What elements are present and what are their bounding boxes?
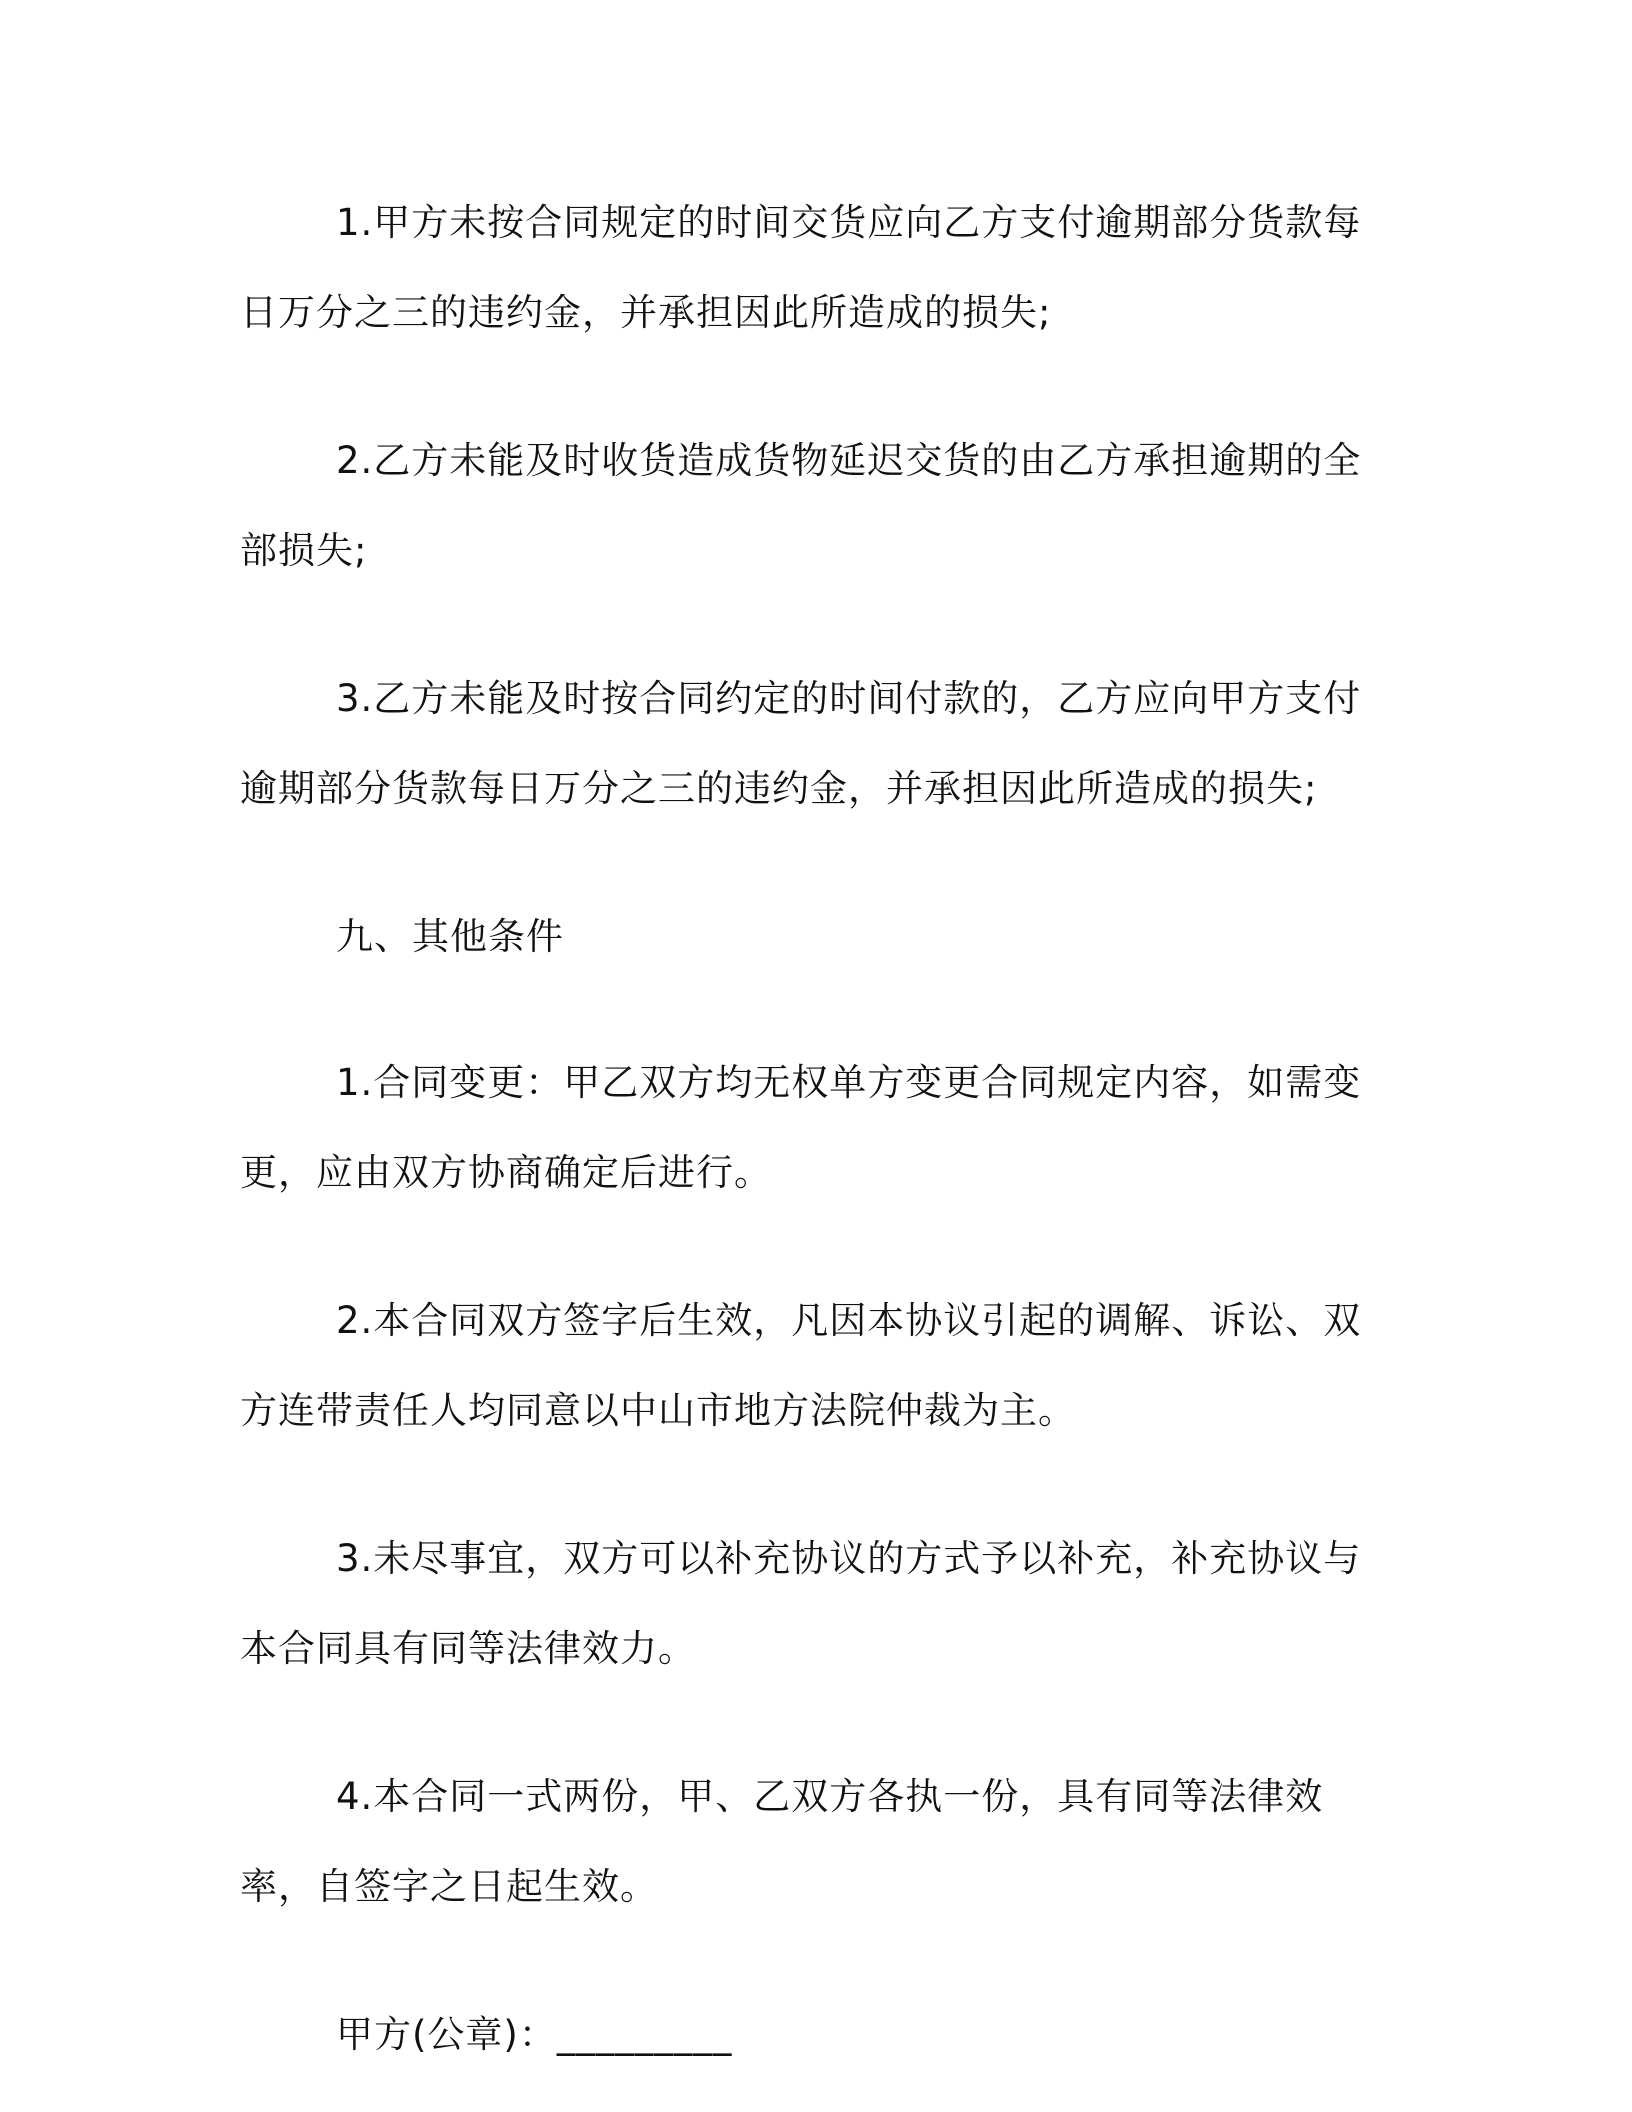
party-a-signature-label: 甲方(公章)：: [336, 2013, 557, 2056]
breach-clause-1: 1.甲方未按合同规定的时间交货应向乙方支付逾期部分货款每日万分之三的违约金，并承担因此所造成的损失;: [240, 201, 1362, 334]
breach-clause-2: 2.乙方未能及时收货造成货物延迟交货的由乙方承担逾期的全部损失;: [240, 439, 1362, 572]
other-condition-3: 3.未尽事宜，双方可以补充协议的方式予以补充，补充协议与本合同具有同等法律效力。: [240, 1537, 1362, 1670]
other-condition-4: 4.本合同一式两份，甲、乙双方各执一份，具有同等法律效率，自签字之日起生效。: [240, 1775, 1324, 1908]
breach-clause-3: 3.乙方未能及时按合同约定的时间付款的，乙方应向甲方支付逾期部分货款每日万分之三的违约金，并承担因此所造成的损失;: [240, 677, 1362, 810]
party-a-signature-line: [240, 1990, 1380, 2080]
other-condition-2: 2.本合同双方签字后生效，凡因本协议引起的调解、诉讼、双方连带责任人均同意以中山市地方法院仲裁为主。: [240, 1299, 1362, 1432]
section-heading-other-conditions: 九、其他条件: [336, 915, 564, 958]
other-condition-1: 1.合同变更：甲乙双方均无权单方变更合同规定内容，如需变更，应由双方协商确定后进行。: [240, 1061, 1362, 1194]
party-a-signature-blank: _________: [556, 2013, 733, 2056]
contract-body: [240, 178, 1380, 2080]
